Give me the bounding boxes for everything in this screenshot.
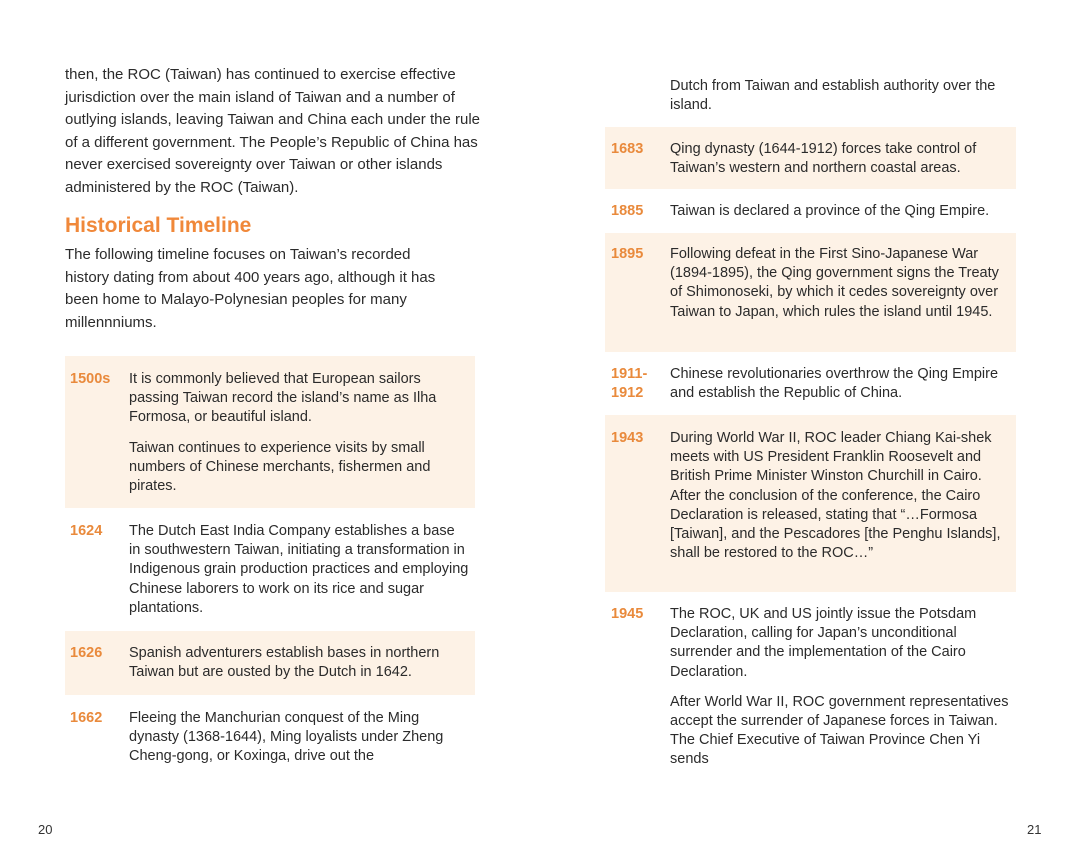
timeline-year: 1500s (70, 371, 111, 387)
timeline-entry-1662 (65, 709, 475, 771)
timeline-year: 1945 (611, 606, 644, 622)
timeline-year: 1626 (70, 645, 103, 661)
timeline-year: 1683 (611, 141, 644, 157)
timeline-text (670, 429, 1010, 563)
section-title: Historical Timeline (65, 214, 252, 237)
page-number-right: 21 (1027, 822, 1042, 837)
timeline-text (129, 522, 469, 618)
timeline-year: 1662 (70, 710, 103, 726)
timeline-paragraph: Following defeat in the First Sino-Japanese War (1894-1895), the Qing government signs the Treaty of Shimonoseki, by which it cedes sovereignty over Taiwan to Japan, which rules the island until 1945. (670, 246, 999, 320)
timeline-text (670, 202, 1010, 221)
timeline-paragraph: After World War II, ROC government representatives accept the surrender of Japanese forces in Taiwan. The Chief Executive of Taiwan Province Chen Yi sends (670, 693, 1009, 768)
timeline-paragraph: It is commonly believed that European sailors passing Taiwan record the island’s name as Ilha Formosa, or beautiful island. (129, 371, 437, 426)
timeline-entry-1626 (65, 631, 475, 695)
timeline-lead: The following timeline focuses on Taiwan’s recorded history dating from about 400 years ago, although it has been home to Malayo-Polynesian peoples for many millennniums. (65, 246, 436, 331)
timeline-entry-1895 (605, 233, 1016, 352)
timeline-paragraph: Chinese revolutionaries overthrow the Qing Empire and establish the Republic of China. (670, 366, 999, 402)
timeline-text (670, 140, 1010, 178)
timeline-paragraph: Fleeing the Manchurian conquest of the Ming dynasty (1368-1644), Ming loyalists under Zheng Cheng-gong, or Koxinga, drive out the (129, 710, 444, 765)
timeline-entry-1624 (65, 522, 475, 622)
timeline-text (670, 245, 1010, 322)
timeline-paragraph: Taiwan continues to experience visits by small numbers of Chinese merchants, fishermen and pirates. (129, 439, 431, 495)
timeline-entry-1500s (65, 356, 475, 508)
timeline-year: 1943 (611, 430, 644, 446)
timeline-text (670, 365, 1010, 403)
timeline-text (129, 709, 469, 767)
timeline-entry-1885 (605, 202, 1016, 224)
timeline-text (129, 644, 469, 682)
timeline-paragraph: The ROC, UK and US jointly issue the Potsdam Declaration, calling for Japan’s unconditional surrender and the implementation of the Cairo Declaration. (670, 606, 977, 680)
timeline-year-line: 1912 (611, 385, 644, 402)
timeline-text (129, 370, 469, 496)
timeline-year-line: 1911- (611, 366, 648, 382)
timeline-continuation (605, 77, 1016, 121)
timeline-paragraph: Spanish adventurers establish bases in northern Taiwan but are ousted by the Dutch in 1642. (129, 645, 440, 681)
timeline-year: 1895 (611, 246, 644, 262)
timeline-paragraph: Qing dynasty (1644-1912) forces take control of Taiwan’s western and northern coastal areas. (670, 141, 977, 177)
timeline-entry-1683 (605, 127, 1016, 189)
timeline-paragraph: Dutch from Taiwan and establish authority over the island. (670, 78, 996, 114)
timeline-text (670, 605, 1010, 770)
timeline-year: 1885 (611, 203, 644, 219)
timeline-entry-1911-1912 (605, 365, 1016, 409)
timeline-year: 1624 (70, 523, 103, 539)
timeline-year (611, 365, 647, 403)
timeline-paragraph: During World War II, ROC leader Chiang Kai-shek meets with US President Franklin Roosevelt and British Prime Minister Winston Churchill in Cairo. After the conclusion of the conference, the Cairo Declaration is released, stating that “…Formosa [Taiwan], and the Pescadores [the Penghu Islands], shall be restored to the ROC…” (670, 430, 1001, 562)
page-number-left: 20 (38, 822, 53, 837)
timeline-entry-1943 (605, 415, 1016, 592)
timeline-paragraph: Taiwan is declared a province of the Qing Empire. (670, 203, 990, 219)
intro-paragraph (65, 64, 485, 200)
intro-text: then, the ROC (Taiwan) has continued to exercise effective jurisdiction over the main island of Taiwan and a number of outlying islands, leaving Taiwan and China each under the rule of a different government. The People’s Republic of China has never exercised sovereignty over Taiwan or other islands administered by the ROC (Taiwan). (65, 66, 480, 196)
timeline-paragraph: The Dutch East India Company establishes a base in southwestern Taiwan, initiating a transformation in Indigenous grain production practices and employing Chinese laborers to work on its rice and sugar plantations. (129, 523, 469, 616)
timeline-entry-1945 (605, 605, 1016, 775)
timeline-text (670, 77, 1010, 115)
